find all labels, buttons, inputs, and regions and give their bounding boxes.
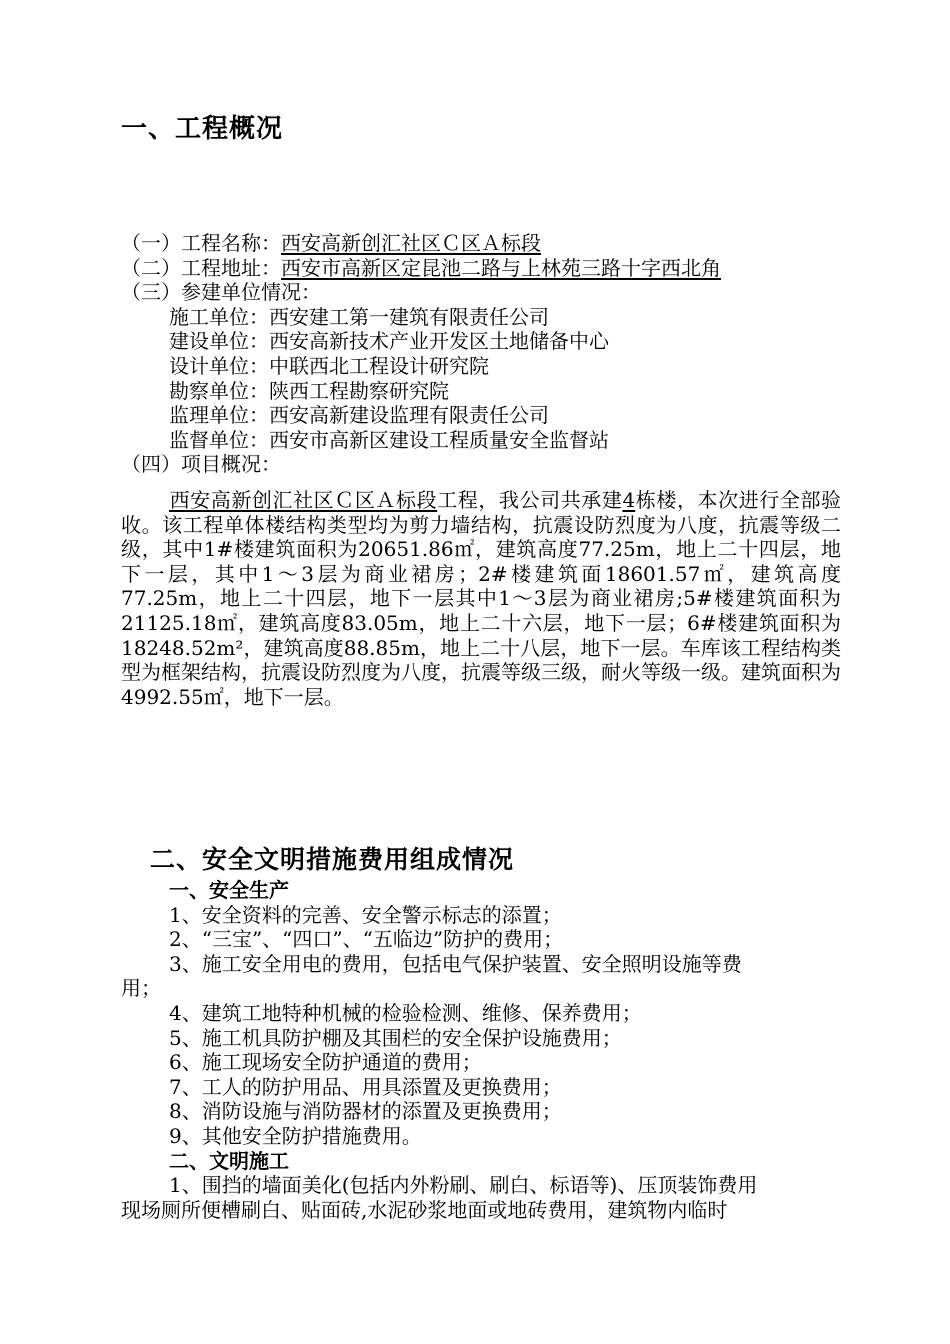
safety-item-2: 2、“三宝”、“四口”、“五临边”防护的费用； (169, 927, 564, 952)
safety-item-1: 1、安全资料的完善、安全警示标志的添置； (169, 902, 562, 927)
project-overview-paragraph (121, 488, 841, 709)
safety-item-6: 6、施工现场安全防护通道的费用； (169, 1050, 482, 1075)
unit-construction: 施工单位：西安建工第一建筑有限责任公司 (169, 304, 549, 329)
project-name-label: （一）工程名称： (121, 231, 281, 255)
project-name-value: 西安高新创汇社区Ｃ区Ａ标段 (281, 231, 541, 255)
safety-item-3: 3、施工安全用电的费用，包括电气保护装置、安全照明设施等费 (169, 951, 742, 976)
project-name-line (121, 231, 721, 256)
overview-project-name: 西安高新创汇社区Ｃ区Ａ标段 (169, 488, 438, 512)
units-label: （三）参建单位情况： (121, 280, 321, 305)
safety-item-3-continued: 用； (121, 976, 161, 1001)
project-address-line (121, 256, 721, 281)
section-1-title: 一、工程概况 (121, 114, 284, 144)
safety-item-5: 5、施工机具防护棚及其围栏的安全保护设施费用； (169, 1025, 622, 1050)
civilized-construction-title: 二、文明施工 (169, 1148, 289, 1173)
safety-item-7: 7、工人的防护用品、用具添置及更换费用； (169, 1074, 562, 1099)
safety-item-4: 4、建筑工地特种机械的检验检测、维修、保养费用； (169, 1000, 642, 1025)
unit-design: 设计单位：中联西北工程设计研究院 (169, 353, 489, 378)
project-address-value: 西安市高新区定昆池二路与上林苑三路十字西北角 (281, 255, 721, 280)
units-list (121, 305, 721, 453)
overview-building-count: 4 (622, 488, 636, 512)
civil-item-1-continued: 现场厕所便槽刷白、贴面砖,水泥砂浆地面或地砖费用，建筑物内临时 (121, 1197, 728, 1222)
project-address-label: （二）工程地址： (121, 255, 281, 280)
civil-item-1: 1、围挡的墙面美化(包括内外粉刷、刷白、标语等)、压顶装饰费用 (169, 1173, 758, 1198)
safety-item-9: 9、其他安全防护措施费用。 (169, 1123, 422, 1148)
unit-supervision: 监理单位：西安高新建设监理有限责任公司 (169, 403, 549, 428)
overview-label: （四）项目概况： (121, 452, 281, 477)
unit-developer: 建设单位：西安高新技术产业开发区土地储备中心 (169, 329, 609, 354)
safety-item-8: 8、消防设施与消防器材的添置及更换费用； (169, 1099, 562, 1124)
cost-composition-block (121, 878, 841, 1222)
unit-oversight: 监督单位：西安市高新区建设工程质量安全监督站 (169, 427, 609, 452)
overview-mid-text: 工程，我公司共承建 (437, 488, 623, 512)
overview-rest-text: 栋楼，本次进行全部验收。该工程单体楼结构类型均为剪力墙结构，抗震设防烈度为八度，抗震等级二级，其中1#楼建筑面积为20651.86㎡，建筑高度77.25m，地上二十四层，地下一层，其中1～3层为商业裙房；2#楼建筑面18601.57㎡，建筑高度77.25m，地上二十四层，地下一层其中1～3层为商业裙房;5#楼建筑面积为21125.18㎡，建筑高度83.05m，地上二十六层，地下一层；6#楼建筑面积为18248.52m²，建筑高度88.85m，地上二十八层，地下一层。车库该工程结构类型为框架结构，抗震设防烈度为八度，抗震等级三级，耐火等级一级。建筑面积为4992.55㎡，地下一层。 (121, 488, 842, 709)
project-info-block (121, 231, 721, 477)
unit-survey: 勘察单位：陕西工程勘察研究院 (169, 378, 449, 403)
safety-production-title: 一、安全生产 (169, 878, 289, 902)
section-2-title: 二、安全文明措施费用组成情况 (150, 845, 515, 874)
